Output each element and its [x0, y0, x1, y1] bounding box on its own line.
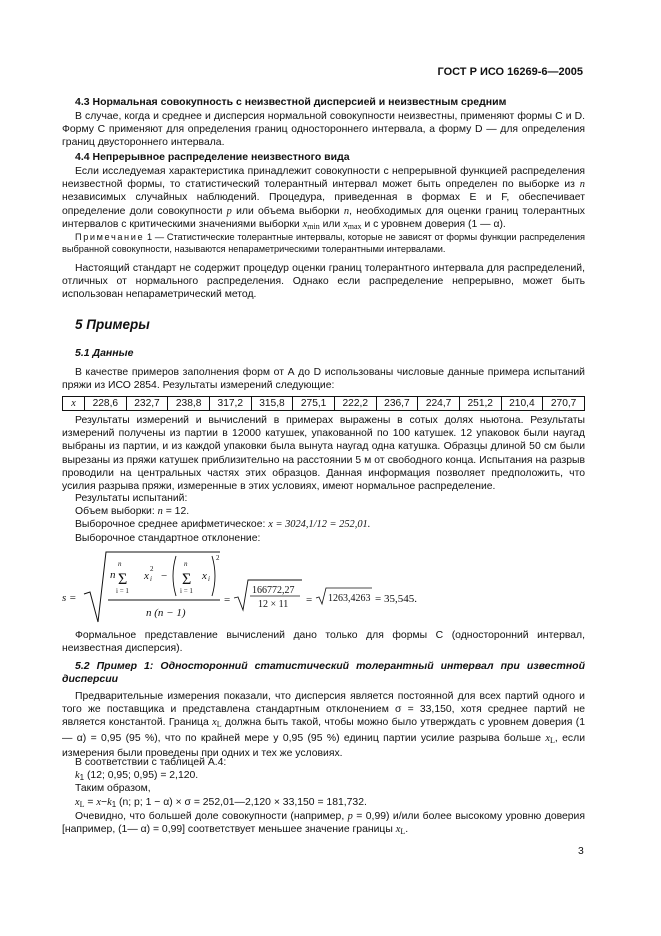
calc-line: $x_L = x-k_1$ (n; p; 1 − α) × σ = 252,01—2,120 × 33,150 = 181,732. — [75, 797, 367, 809]
table-cell: 236,7 — [376, 397, 418, 411]
table-cell: 224,7 — [418, 397, 460, 411]
formula-denominator: n (n − 1) — [146, 607, 186, 619]
fraction-denominator: 12 × 11 — [258, 599, 289, 610]
section-4-4-title: 4.4 Непрерывное распределение неизвестного вида — [75, 151, 350, 163]
sample-size-line: Объем выборки: n = 12. — [75, 506, 190, 517]
table-cell: 270,7 — [543, 397, 585, 411]
section-5-1-intro: В качестве примеров заполнения форм от А до D использованы числовые данные примера испытаний пряжи из ИСО 2854. Результаты измерений следующие: — [62, 367, 585, 392]
formula-i-sub2: i — [208, 575, 210, 583]
paren-squared: 2 — [216, 554, 220, 562]
note-1: Примечание 1 — Статистические толерантные интервалы, которые не зависят от формы функции распределения выбранной совокупности, называются непараметрическими толерантными интервалами. — [62, 232, 585, 254]
section-5-2-text: Предварительные измерения показали, что дисперсия является постоянной для всех партий одного и того же поставщика и представлена стандартным отклонением σ = 33,150, хотя среднее партий не является константой. Граница $x_L$ должна быть такой, чтобы можно было утверждать с уровнем доверия (1 — α) = 0,95 (95 %), что по крайней мере у 0,95 (95 %) единиц партии усилие разрыва больше $x_L$, если измерения были проведены при одних и тех же условиях. — [62, 691, 585, 759]
sum-top: n — [118, 560, 122, 568]
sample-mean-line: Выборочное среднее арифметическое: x = 3024,1/12 = 252,01. — [75, 519, 371, 530]
section-5-2-title: 5.2 Пример 1: Односторонний статистический толерантный интервал при известной дисперсии — [62, 660, 585, 686]
table-cell: 210,4 — [501, 397, 543, 411]
table-row — [63, 397, 585, 411]
xl-ref-sub: L — [550, 735, 555, 745]
table-cell: 238,8 — [168, 397, 210, 411]
measurements-table — [62, 396, 585, 411]
formula-s: s = — [62, 592, 77, 604]
section-5-title: 5 Примеры — [75, 317, 150, 332]
table-cell: 232,7 — [126, 397, 168, 411]
thus-line: Таким образом, — [75, 783, 151, 794]
formula-n: n — [110, 569, 116, 581]
k1-line: $k_1$ (12; 0,95; 0,95) = 2,120. — [75, 770, 199, 782]
table-cell: 275,1 — [293, 397, 335, 411]
sum-bottom: i = 1 — [116, 587, 129, 595]
page-number: 3 — [578, 846, 584, 857]
table-cell: 317,2 — [209, 397, 251, 411]
section-4-4-text: Если исследуемая характеристика принадлежит совокупности с непрерывной функцией распределения неизвестной формы, то статистический толерантный интервал может быть определен по выборке из n независимых случайных наблюдений. Процедура, приведенная в формах Е и F, обеспечивает определение доли совокупности p или объема выборки n, необходимых для оценки границ толерантных интервалов с критическими значениями выборки $x_{min}$ или $x_{max}$ и с уровнем доверия (1 — α). — [62, 166, 585, 231]
standard-scope-paragraph: Настоящий стандарт не содержит процедур оценки границ толерантного интервала для распределений, отличных от нормального распределения. Однако если распределение непрерывно, может быть использован непараметрический метод. — [62, 263, 585, 301]
test-results-label: Результаты испытаний: — [75, 493, 188, 504]
sqrt-value: 1263,4263 — [328, 593, 371, 604]
formal-note: Формальное представление вычислений дано только для формы С (односторонний интервал, неизвестная дисперсия). — [62, 630, 585, 655]
table-cell: 315,8 — [251, 397, 293, 411]
formula-eq1: = — [224, 594, 231, 606]
conclusion-paragraph: Очевидно, что большей доле совокупности (например, p = 0,99) и/или более высокому уровню доверия [например, (1— α) = 0,99] соответствует меньшее значение границы $x_L$. — [62, 811, 585, 837]
sum2-top: n — [184, 560, 188, 568]
table-cell: 251,2 — [459, 397, 501, 411]
fraction-numerator: 166772,27 — [252, 585, 295, 596]
sum-symbol: Σ — [118, 571, 128, 588]
formula-minus: − — [161, 570, 168, 582]
formula-squared: 2 — [150, 565, 154, 573]
formula-result: = 35,545. — [375, 593, 417, 605]
section-4-3-title: 4.3 Нормальная совокупность с неизвестной дисперсией и неизвестным средним — [75, 96, 507, 108]
table-cell: 222,2 — [334, 397, 376, 411]
formula-xi2: x — [144, 570, 149, 582]
formula-i-sub: i — [150, 575, 152, 583]
section-5-1-title: 5.1 Данные — [75, 347, 134, 359]
sum2-symbol: Σ — [182, 571, 192, 588]
xl-ref: x — [545, 732, 551, 744]
sum2-bottom: i = 1 — [180, 587, 193, 595]
table-cell: 228,6 — [85, 397, 127, 411]
document-code: ГОСТ Р ИСО 16269-6—2005 — [437, 66, 583, 78]
table-ref-line: В соответствии с таблицей А.4: — [75, 757, 227, 768]
section-4-3-text: В случае, когда и среднее и дисперсия нормальной совокупности неизвестны, применяют формы С и D. Форму С применяют для определения границ одностороннего интервала, а форму D — для определения границ двустороннего интервала. — [62, 111, 585, 149]
section-5-1-results: Результаты измерений и вычислений в примерах выражены в сотых долях ньютона. Результаты измерений получены из партии в 12000 катушек, упакованной по 100 катушек. 12 упаковок были наугад выбраны из партии, и из каждой упаковки была вынута наугад одна катушка. Образцы длиной 50 см были вырезаны из пряжи катушек приблизительно на расстоянии 5 м от свободного конца. Испытания на разрыв проводили на центральных частях этих образцов. Данная информация позволяет предположить, что усилия разрыва пряжи, измеренные в этих условиях, имеют нормальное распределение. — [62, 415, 585, 493]
sample-sd-label: Выборочное стандартное отклонение: — [75, 533, 261, 544]
sd-formula — [62, 548, 585, 626]
formula-xi: x — [202, 570, 207, 582]
formula-eq2: = — [306, 594, 313, 606]
table-label: x — [63, 397, 85, 411]
